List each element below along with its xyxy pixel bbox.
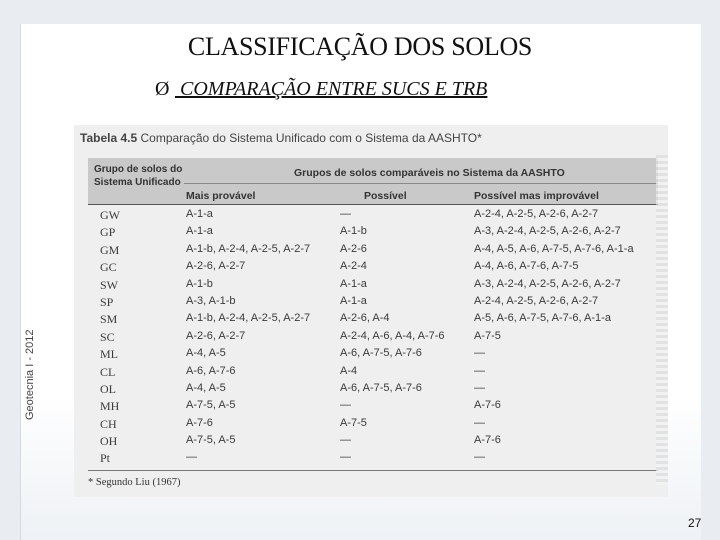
cell-mais-provavel: A-2-6, A-2-7: [186, 329, 246, 342]
cell-mais-provavel: A-1-b: [186, 277, 213, 290]
cell-improvavel: A-7-5: [474, 329, 501, 342]
cell-mais-provavel: A-7-5, A-5: [186, 399, 236, 412]
cell-improvavel: —: [474, 416, 485, 429]
table-caption-text: Comparação do Sistema Unificado com o Sistema da AASHTO*: [140, 131, 482, 145]
table-row: [88, 277, 658, 294]
table-row: [88, 329, 658, 346]
cell-possivel: A-6, A-7-5, A-7-6: [340, 347, 422, 360]
table-row: [88, 433, 658, 450]
scanned-table-image: [74, 125, 668, 497]
cell-mais-provavel: —: [186, 451, 197, 464]
subtitle: [155, 78, 487, 101]
cell-mais-provavel: A-6, A-7-6: [186, 364, 236, 377]
arrow-bullet-icon: Ø: [155, 78, 170, 100]
page-title: CLASSIFICAÇÃO DOS SOLOS: [187, 32, 533, 61]
table-body: [88, 207, 658, 468]
page-number: 27: [688, 516, 702, 530]
cell-possivel: —: [340, 451, 351, 464]
cell-improvavel: —: [474, 364, 485, 377]
cell-mais-provavel: A-7-6: [186, 416, 213, 429]
cell-possivel: —: [340, 434, 351, 447]
cell-group: SC: [100, 329, 115, 344]
cell-possivel: A-2-4: [340, 260, 367, 273]
table-footnote: * Segundo Liu (1967): [88, 477, 181, 488]
table-number: Tabela 4.5: [80, 131, 138, 145]
cell-mais-provavel: A-1-a: [186, 208, 213, 220]
cell-improvavel: A-7-6: [474, 434, 501, 447]
cell-possivel: A-1-a: [340, 277, 367, 290]
table-row: [88, 381, 658, 398]
cell-possivel: A-4: [340, 364, 358, 377]
cell-possivel: —: [340, 399, 351, 412]
cell-group: OH: [100, 434, 118, 449]
header-divider: [184, 183, 658, 184]
cell-group: CH: [100, 416, 117, 431]
side-label: Geotecnia I - 2012: [24, 329, 36, 420]
header-group-unified: Grupo de solos do Sistema Unificado: [94, 164, 183, 188]
table-row: [88, 294, 658, 311]
cell-group: SW: [100, 277, 118, 292]
table-row: [88, 346, 658, 363]
cell-mais-provavel: A-4, A-5: [186, 381, 226, 394]
cell-mais-provavel: A-3, A-1-b: [186, 294, 236, 307]
table-row: [88, 450, 658, 467]
table-footer-rule: [88, 470, 658, 471]
cell-mais-provavel: A-1-a: [186, 225, 213, 238]
cell-mais-provavel: A-4, A-5: [186, 347, 226, 360]
cell-group: Pt: [100, 451, 111, 466]
subtitle-text: COMPARAÇÃO ENTRE SUCS E TRB: [180, 78, 488, 100]
cell-mais-provavel: A-1-b, A-2-4, A-2-5, A-2-7: [186, 312, 311, 325]
table-row: [88, 242, 658, 259]
cell-group: SP: [100, 294, 114, 309]
table-row: [88, 364, 658, 381]
cell-group: GW: [100, 208, 120, 222]
cell-group: GM: [100, 242, 120, 257]
cell-group: OL: [100, 381, 116, 396]
cell-group: ML: [100, 347, 118, 362]
cell-group: MH: [100, 399, 120, 414]
header-bottom-rule: [88, 204, 658, 205]
cell-group: GC: [100, 260, 117, 275]
cell-improvavel: —: [474, 381, 485, 394]
cell-mais-provavel: A-7-5, A-5: [186, 434, 236, 447]
cell-possivel: A-7-5: [340, 416, 367, 429]
cell-improvavel: A-2-4, A-2-5, A-2-6, A-2-7: [474, 208, 599, 220]
header-possivel-mas-improvavel: Possível mas improvável: [474, 190, 599, 202]
table-row: [88, 207, 658, 224]
header-possivel: Possível: [364, 190, 407, 202]
table-caption: [80, 131, 482, 145]
cell-possivel: A-2-6: [340, 242, 367, 255]
cell-group: CL: [100, 364, 116, 379]
table-row: [88, 259, 658, 276]
cell-improvavel: A-4, A-5, A-6, A-7-5, A-7-6, A-1-a: [474, 242, 634, 255]
table-row: [88, 311, 658, 328]
cell-possivel: A-1-b: [340, 225, 367, 238]
table-row: [88, 398, 658, 415]
cell-improvavel: A-7-6: [474, 399, 501, 412]
header-aashto-groups: Grupos de solos comparáveis no Sistema da AASHTO: [294, 167, 565, 179]
header-mais-provavel: Mais provável: [186, 190, 256, 202]
cell-improvavel: A-3, A-2-4, A-2-5, A-2-6, A-2-7: [474, 225, 621, 238]
cell-improvavel: —: [474, 347, 485, 360]
cell-possivel: A-6, A-7-5, A-7-6: [340, 381, 422, 394]
cell-possivel: —: [340, 208, 351, 220]
cell-improvavel: A-5, A-6, A-7-5, A-7-6, A-1-a: [474, 312, 611, 325]
cell-improvavel: A-2-4, A-2-5, A-2-6, A-2-7: [474, 294, 599, 307]
table-row: [88, 416, 658, 433]
cell-improvavel: A-4, A-6, A-7-6, A-7-5: [474, 260, 579, 273]
cell-improvavel: A-3, A-2-4, A-2-5, A-2-6, A-2-7: [474, 277, 621, 290]
cell-group: SM: [100, 312, 118, 327]
cell-mais-provavel: A-2-6, A-2-7: [186, 260, 246, 273]
cell-mais-provavel: A-1-b, A-2-4, A-2-5, A-2-7: [186, 242, 311, 255]
cell-possivel: A-1-a: [340, 294, 367, 307]
cell-possivel: A-2-6, A-4: [340, 312, 390, 325]
cell-improvavel: —: [474, 451, 485, 464]
cell-possivel: A-2-4, A-6, A-4, A-7-6: [340, 329, 445, 342]
cell-group: GP: [100, 225, 116, 240]
table-row: [88, 224, 658, 241]
